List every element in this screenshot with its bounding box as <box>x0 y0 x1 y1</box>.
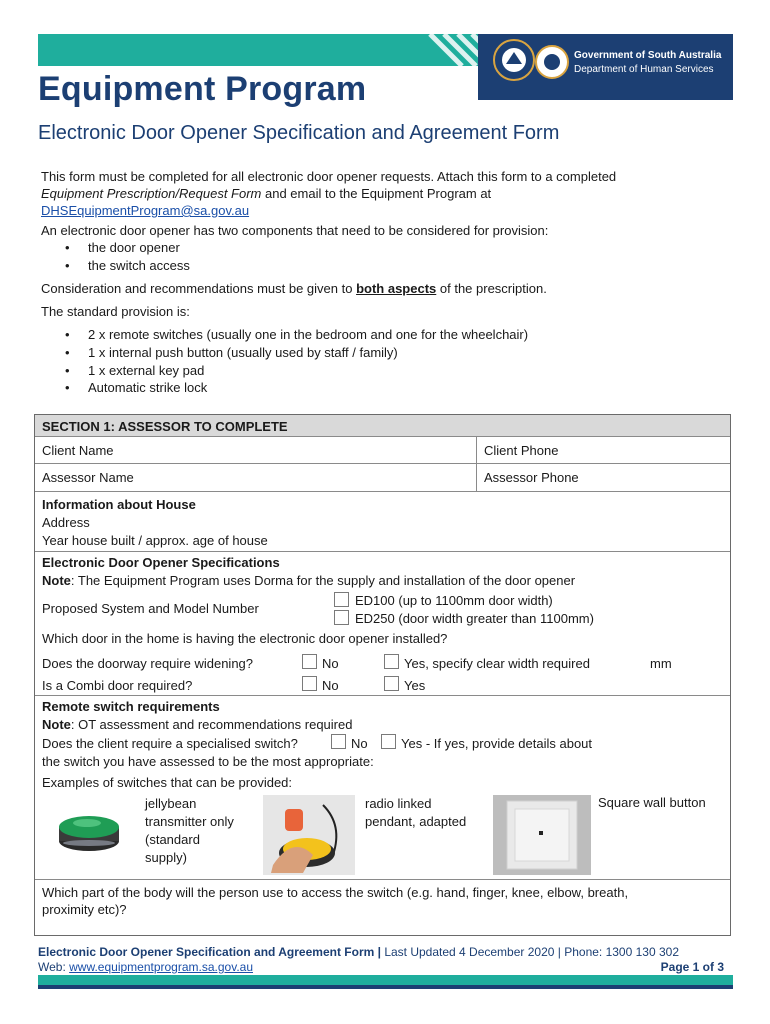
caption-line: (standard <box>145 832 200 847</box>
section-1-table <box>34 414 731 936</box>
widening-question: Does the doorway require widening? <box>42 656 254 671</box>
note-text: : The Equipment Program uses Dorma for the supply and installation of the door opener <box>70 573 576 588</box>
footer-updated: Last Updated 4 December 2020 | Phone: 1300 130 302 <box>380 945 679 959</box>
web-link[interactable]: www.equipmentprogram.sa.gov.au <box>69 960 253 974</box>
examples-label: Examples of switches that can be provided: <box>42 775 293 790</box>
widening-yes-checkbox[interactable] <box>384 654 399 669</box>
widening-no-label: No <box>322 656 339 671</box>
switch-3-caption: Square wall button <box>598 795 706 810</box>
text: Consideration and recommendations must be given to <box>41 281 357 296</box>
page-number: Page 1 of 3 <box>660 960 724 974</box>
specialised-question: Does the client require a specialised switch? <box>42 736 298 751</box>
request-form-name: Equipment Prescription/Request Form <box>41 186 262 201</box>
combi-yes-checkbox[interactable] <box>384 676 399 691</box>
body-part-field[interactable] <box>42 884 722 918</box>
government-name: Government of South Australia <box>574 50 722 61</box>
caption-line: transmitter only <box>145 814 234 829</box>
ed100-label: ED100 (up to 1100mm door width) <box>355 593 553 608</box>
seal-icon <box>534 44 570 80</box>
caption-line: radio linked <box>365 796 432 811</box>
switch-2-caption <box>365 795 466 831</box>
intro-line-rest: and email to the Equipment Program at <box>261 186 492 201</box>
ed250-label: ED250 (door width greater than 1100mm) <box>355 611 594 626</box>
remote-heading: Remote switch requirements <box>42 699 220 714</box>
client-phone-field[interactable]: Client Phone <box>484 443 559 458</box>
web-label: Web: <box>38 960 70 974</box>
question-line: proximity etc)? <box>42 902 127 917</box>
email-link[interactable]: DHSEquipmentProgram@sa.gov.au <box>41 203 250 218</box>
section-heading: SECTION 1: ASSESSOR TO COMPLETE <box>42 419 288 434</box>
square-wall-button-image <box>493 795 591 875</box>
footer-form-name: Electronic Door Opener Specification and Agreement Form | <box>38 945 381 959</box>
question-line: Which part of the body will the person use to access the switch (e.g. hand, finger, knee, elbow, breath, <box>42 885 629 900</box>
pendant-switch-image <box>263 795 355 875</box>
ed250-checkbox[interactable] <box>334 610 349 625</box>
assessor-name-field[interactable]: Assessor Name <box>42 470 134 485</box>
spec-note <box>42 573 575 588</box>
footer-web <box>38 960 728 974</box>
list-item: • the switch access <box>88 257 190 274</box>
year-built-field[interactable]: Year house built / approx. age of house <box>42 533 268 548</box>
which-door-field[interactable]: Which door in the home is having the electronic door opener installed? <box>42 631 448 646</box>
note-text: : OT assessment and recommendations required <box>70 717 353 732</box>
switch-1-caption <box>145 795 234 867</box>
list-item: • 2 x remote switches (usually one in the bedroom and one for the wheelchair) <box>88 326 528 343</box>
combi-no-label: No <box>322 678 339 693</box>
footer-band-accent <box>38 985 733 989</box>
combi-question: Is a Combi door required? <box>42 678 193 693</box>
caption-line: pendant, adapted <box>365 814 467 829</box>
jellybean-switch-image <box>49 797 129 859</box>
list-item: • 1 x internal push button (usually used by staff / family) <box>88 344 398 361</box>
department-name: Department of Human Services <box>574 64 714 75</box>
intro-paragraph-2: An electronic door opener has two components that need to be considered for provision: <box>41 223 549 238</box>
note-label: Note <box>42 717 71 732</box>
specialised-details-field[interactable]: the switch you have assessed to be the most appropriate: <box>42 754 374 769</box>
government-logo <box>478 34 733 100</box>
list-item: • Automatic strike lock <box>88 379 207 396</box>
specialised-no-checkbox[interactable] <box>331 734 346 749</box>
widening-no-checkbox[interactable] <box>302 654 317 669</box>
widening-yes-label: Yes, specify clear width required <box>404 656 590 671</box>
combi-yes-label: Yes <box>404 678 426 693</box>
caption-line: supply) <box>145 850 187 865</box>
footer-form-info <box>38 945 728 959</box>
specialised-no-label: No <box>351 736 368 751</box>
intro-paragraph-4: The standard provision is: <box>41 304 190 319</box>
house-info-heading: Information about House <box>42 497 196 512</box>
assessor-phone-field[interactable]: Assessor Phone <box>484 470 579 485</box>
remote-note <box>42 717 352 732</box>
specialised-yes-checkbox[interactable] <box>381 734 396 749</box>
combi-no-checkbox[interactable] <box>302 676 317 691</box>
intro-paragraph-3 <box>41 280 547 297</box>
text: of the prescription. <box>436 281 547 296</box>
form-subtitle: Electronic Door Opener Specification and Agreement Form <box>38 122 560 144</box>
crest-icon <box>492 38 536 82</box>
specialised-yes-label: Yes - If yes, provide details about <box>401 736 593 751</box>
proposed-system-label: Proposed System and Model Number <box>42 601 259 616</box>
page-title: Equipment Program <box>38 70 367 108</box>
list-item: • 1 x external key pad <box>88 362 204 379</box>
intro-line: This form must be completed for all electronic door opener requests. Attach this form to a completed <box>41 169 617 184</box>
ed100-checkbox[interactable] <box>334 592 349 607</box>
spec-heading: Electronic Door Opener Specifications <box>42 555 280 570</box>
emphasis: both aspects <box>356 281 437 296</box>
list-item: • the door opener <box>88 239 180 256</box>
intro-paragraph-1 <box>41 168 731 219</box>
client-name-field[interactable]: Client Name <box>42 443 114 458</box>
note-label: Note <box>42 573 71 588</box>
address-field[interactable]: Address <box>42 515 90 530</box>
width-unit: mm <box>650 656 672 671</box>
caption-line: jellybean <box>145 796 197 811</box>
